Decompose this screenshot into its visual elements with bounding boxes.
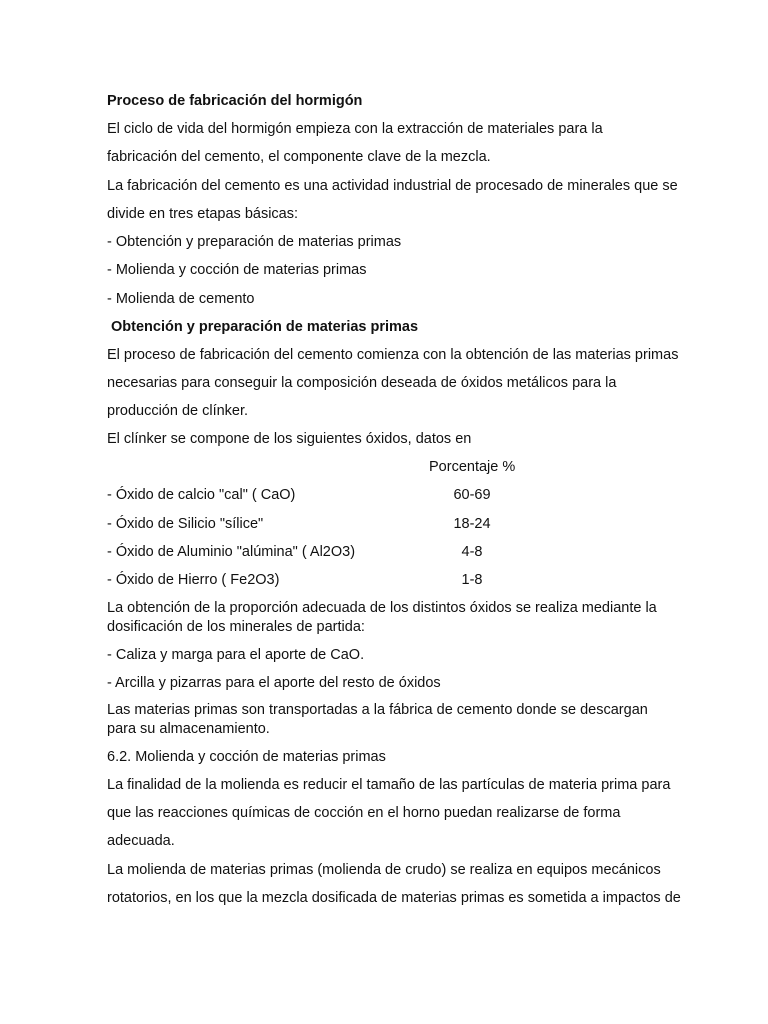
oxide-value: 4-8 [461, 544, 483, 560]
section2-paragraph-line: rotatorios, en los que la mezcla dosificada de materias primas es sometida a impactos de [107, 890, 681, 906]
oxide-name: - Óxido de Aluminio "alúmina" ( Al2O3) [107, 544, 356, 560]
mineral-item: - Arcilla y pizarras para el aporte del resto de óxidos [107, 675, 441, 691]
transport-line: para su almacenamiento. [107, 721, 270, 737]
oxide-value: 60-69 [453, 487, 491, 503]
section2-paragraph-line: que las reacciones químicas de cocción en el horno puedan realizarse de forma [107, 805, 621, 821]
table-header: Porcentaje % [429, 459, 516, 475]
dosification-line: La obtención de la proporción adecuada de los distintos óxidos se realiza mediante la [107, 600, 657, 616]
intro-line: La fabricación del cemento es una actividad industrial de procesado de minerales que se [107, 178, 678, 194]
intro-line: divide en tres etapas básicas: [107, 206, 299, 222]
section1-paragraph-line: El proceso de fabricación del cemento comienza con la obtención de las materias primas [107, 347, 679, 363]
section2-paragraph-line: La finalidad de la molienda es reducir el tamaño de las partículas de materia prima para [107, 777, 671, 793]
stage-item: - Molienda y cocción de materias primas [107, 262, 367, 278]
oxide-name: - Óxido de Hierro ( Fe2O3) [107, 572, 280, 588]
section1-paragraph-line: producción de clínker. [107, 403, 249, 419]
mineral-item: - Caliza y marga para el aporte de CaO. [107, 647, 365, 663]
oxide-name: - Óxido de calcio "cal" ( CaO) [107, 487, 296, 503]
section2-paragraph-line: La molienda de materias primas (molienda de crudo) se realiza en equipos mecánicos [107, 862, 661, 878]
table-intro: El clínker se compone de los siguientes óxidos, datos en [107, 431, 472, 447]
oxide-name: - Óxido de Silicio "sílice" [107, 516, 264, 532]
intro-line: El ciclo de vida del hormigón empieza con la extracción de materiales para la [107, 121, 603, 137]
dosification-line: dosificación de los minerales de partida: [107, 619, 365, 635]
stage-item: - Obtención y preparación de materias primas [107, 234, 402, 250]
document-heading: Proceso de fabricación del hormigón [107, 93, 363, 109]
intro-line: fabricación del cemento, el componente clave de la mezcla. [107, 149, 491, 165]
section1-paragraph-line: necesarias para conseguir la composición deseada de óxidos metálicos para la [107, 375, 617, 391]
section2-paragraph-line: adecuada. [107, 833, 175, 849]
stage-item: - Molienda de cemento [107, 291, 255, 307]
oxide-value: 18-24 [453, 516, 491, 532]
section2-title: 6.2. Molienda y cocción de materias primas [107, 749, 386, 765]
oxide-value: 1-8 [461, 572, 483, 588]
transport-line: Las materias primas son transportadas a la fábrica de cemento donde se descargan [107, 702, 648, 718]
section1-title: Obtención y preparación de materias primas [107, 319, 419, 335]
